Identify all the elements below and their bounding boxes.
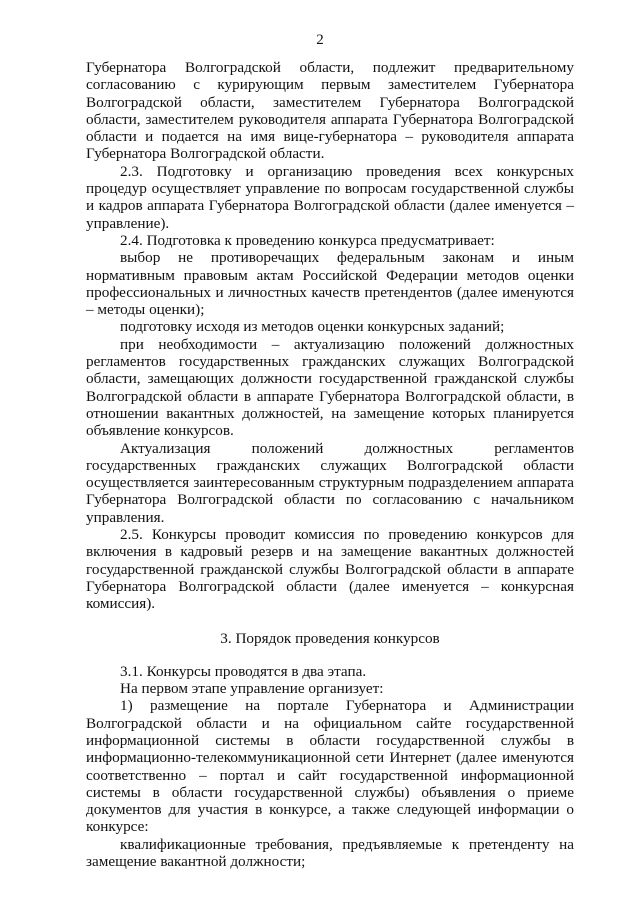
paragraph-3-1: 3.1. Конкурсы проводятся в два этапа. xyxy=(120,662,367,680)
page-number: 2 xyxy=(316,32,324,48)
paragraph-regulations-update: при необходимости – актуализацию положений должностных регламентов государственных гражданских служащих Волгоградской области, замещающих должности государственной гражданской службы Волгоградской области в аппарате Губернатора Волгоградской области, в отношении вакантных должностей, на замещение которых планируется объявление конкурсов. xyxy=(86,335,574,440)
document-body xyxy=(86,59,574,870)
paragraph-2-3: 2.3. Подготовку и организацию проведения всех конкурсных процедур осуществляет управление по вопросам государственной службы и кадров аппарата Губернатора Волгоградской области (далее именуется – управление). xyxy=(86,162,574,232)
paragraph-first-stage: На первом этапе управление организует: xyxy=(120,680,384,698)
section-heading: 3. Порядок проведения конкурсов xyxy=(220,629,440,647)
paragraph-methods-selection: выбор не противоречащих федеральным законам и иным нормативным правовым актам Российской Федерации методов оценки профессиональных и личностных качеств претендентов (далее именуются – методы оценки); xyxy=(86,249,574,319)
paragraph-item-1: 1) размещение на портале Губернатора и Администрации Волгоградской области и на официальном сайте государственной информационной системы в области государственной службы в информационно-телекоммуникационной сети Интернет (далее именуются соответственно – портал и сайт государственной информационной системы в области государственной службы) объявления о приеме документов для участия в конкурсе, а также следующей информации о конкурсе: xyxy=(86,697,574,836)
paragraph-regulations-actualization: Актуализация положений должностных регламентов государственных гражданских служащих Волгоградской области осуществляется заинтересованным структурным подразделением аппарата Губернатора Волгоградской области по согласованию с начальником управления. xyxy=(86,439,574,526)
paragraph-continuation: Губернатора Волгоградской области, подлежит предварительному согласованию с курирующим первым заместителем Губернатора Волгоградской области, заместителем Губернатора Волгоградской области, заместителем руководителя аппарата Губернатора Волгоградской области и подается на имя вице-губернатора – руководителя аппарата Губернатора Волгоградской области. xyxy=(86,59,574,163)
paragraph-tasks-preparation: подготовку исходя из методов оценки конкурсных заданий; xyxy=(120,318,505,336)
paragraph-2-5: 2.5. Конкурсы проводит комиссия по проведению конкурсов для включения в кадровый резерв и на замещение вакантных должностей государственной гражданской службы Волгоградской области в аппарате Губернатора Волгоградской области (далее именуется – конкурсная комиссия). xyxy=(86,526,574,613)
paragraph-qualification-requirements: квалификационные требования, предъявляемые к претенденту на замещение вакантной должности; xyxy=(86,835,574,871)
paragraph-2-4: 2.4. Подготовка к проведению конкурса предусматривает: xyxy=(120,231,495,249)
